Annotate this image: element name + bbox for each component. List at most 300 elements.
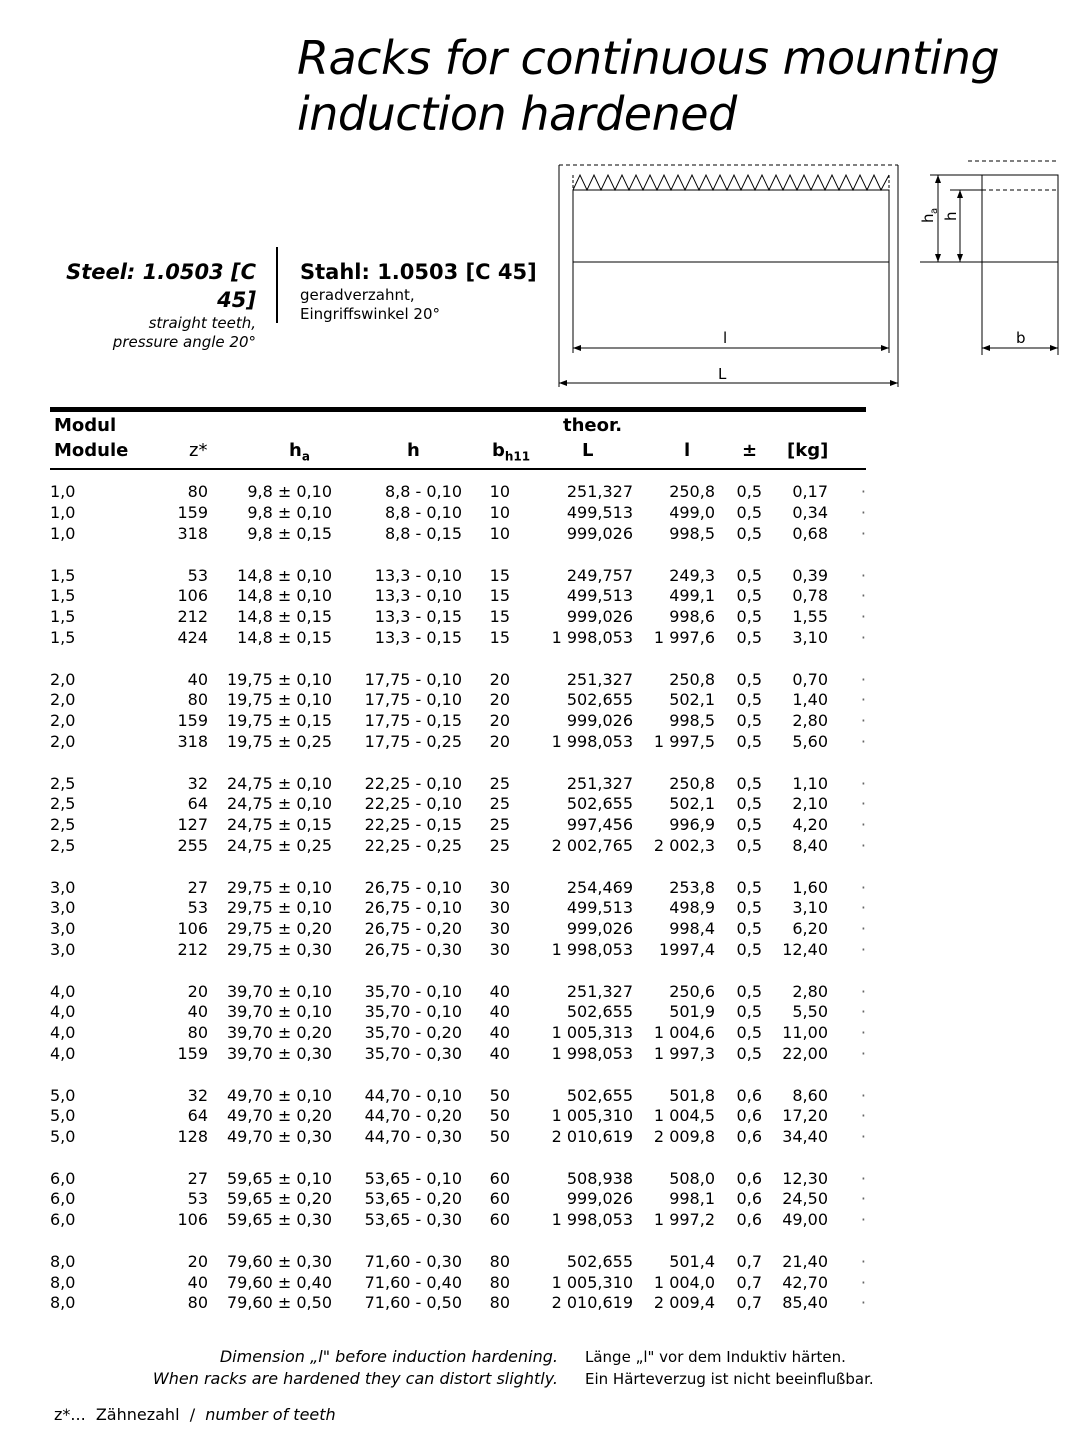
- cell-ha: 79,60 ± 0,50: [226, 1293, 332, 1313]
- row-marker: ·: [860, 794, 866, 814]
- material-block-de: [300, 258, 550, 324]
- arrowhead: [573, 345, 581, 351]
- row-marker: ·: [860, 1002, 866, 1022]
- note-german: [585, 1346, 915, 1390]
- cell-weight: 42,70: [782, 1272, 828, 1292]
- row-marker: ·: [860, 877, 866, 897]
- footnote-prefix: z*...: [54, 1405, 86, 1424]
- cell-b: 15: [489, 565, 510, 585]
- table-row: [50, 1251, 866, 1272]
- table-row: [50, 482, 866, 503]
- cell-b: 30: [489, 898, 510, 918]
- cell-tolerance: 0,5: [736, 981, 762, 1001]
- cell-L: 999,026: [566, 919, 633, 939]
- table-row: [50, 919, 866, 940]
- cell-b: 60: [489, 1168, 510, 1188]
- cell-b: 15: [489, 627, 510, 647]
- cell-l: 998,5: [669, 523, 715, 543]
- cell-tolerance: 0,5: [736, 815, 762, 835]
- cell-ha: 24,75 ± 0,10: [226, 773, 332, 793]
- cell-l: 253,8: [669, 877, 715, 897]
- cell-h: 44,70 - 0,20: [364, 1106, 462, 1126]
- cell-weight: 0,17: [792, 482, 828, 502]
- cell-L: 1 998,053: [551, 731, 633, 751]
- row-marker: ·: [860, 586, 866, 606]
- cell-ha: 59,65 ± 0,30: [226, 1210, 332, 1230]
- cell-h: 35,70 - 0,10: [364, 981, 462, 1001]
- cell-b: 15: [489, 607, 510, 627]
- group-spacer: [50, 752, 866, 773]
- cell-weight: 21,40: [782, 1251, 828, 1271]
- table-row: [50, 1272, 866, 1293]
- cell-b: 10: [489, 503, 510, 523]
- cell-L: 502,655: [566, 1251, 633, 1271]
- cell-b: 80: [489, 1272, 510, 1292]
- cell-l: 508,0: [669, 1168, 715, 1188]
- cell-module: 2,5: [50, 773, 76, 793]
- cell-L: 251,327: [566, 773, 633, 793]
- cell-b: 20: [489, 669, 510, 689]
- row-marker: ·: [860, 939, 866, 959]
- table-top-rule: [50, 407, 866, 412]
- cell-ha: 19,75 ± 0,10: [226, 690, 332, 710]
- cell-weight: 0,70: [792, 669, 828, 689]
- row-marker: ·: [860, 503, 866, 523]
- cell-module: 2,5: [50, 794, 76, 814]
- cell-tolerance: 0,5: [736, 565, 762, 585]
- cell-teeth: 20: [187, 981, 208, 1001]
- cell-ha: 19,75 ± 0,10: [226, 669, 332, 689]
- cell-tolerance: 0,5: [736, 773, 762, 793]
- cell-L: 502,655: [566, 690, 633, 710]
- header-ha-main: h: [289, 440, 302, 461]
- cell-teeth: 53: [187, 565, 208, 585]
- cell-ha: 49,70 ± 0,30: [226, 1127, 332, 1147]
- table-row: [50, 1106, 866, 1127]
- cell-b: 20: [489, 711, 510, 731]
- cell-teeth: 40: [187, 669, 208, 689]
- cell-tolerance: 0,6: [736, 1210, 762, 1230]
- cell-l: 998,1: [669, 1189, 715, 1209]
- cell-weight: 4,20: [792, 815, 828, 835]
- cell-teeth: 318: [177, 523, 208, 543]
- cell-L: 251,327: [566, 981, 633, 1001]
- cell-module: 1,5: [50, 607, 76, 627]
- cell-ha: 19,75 ± 0,25: [226, 731, 332, 751]
- note-de-line2: Ein Härteverzug ist nicht beeinflußbar.: [585, 1370, 874, 1388]
- cell-L: 2 002,765: [551, 835, 633, 855]
- cell-tolerance: 0,5: [736, 731, 762, 751]
- row-marker: ·: [860, 1272, 866, 1292]
- cell-module: 1,0: [50, 523, 76, 543]
- cell-ha: 19,75 ± 0,15: [226, 711, 332, 731]
- cell-ha: 59,65 ± 0,10: [226, 1168, 332, 1188]
- cell-weight: 1,10: [792, 773, 828, 793]
- cell-h: 71,60 - 0,30: [364, 1251, 462, 1271]
- cell-tolerance: 0,6: [736, 1106, 762, 1126]
- cell-l: 250,8: [669, 482, 715, 502]
- header-L: L: [582, 440, 594, 461]
- cell-l: 1 997,5: [653, 731, 715, 751]
- drawing-label-l: l: [723, 329, 728, 347]
- cell-weight: 85,40: [782, 1293, 828, 1313]
- footnote-de: Zähnezahl: [95, 1405, 180, 1424]
- cell-tolerance: 0,5: [736, 627, 762, 647]
- header-module: Module: [54, 440, 129, 461]
- cell-teeth: 106: [177, 1210, 208, 1230]
- cell-weight: 2,10: [792, 794, 828, 814]
- cell-b: 20: [489, 731, 510, 751]
- cell-b: 10: [489, 482, 510, 502]
- cell-l: 2 002,3: [653, 835, 715, 855]
- cell-teeth: 159: [177, 711, 208, 731]
- arrowhead: [881, 345, 889, 351]
- cell-l: 499,0: [669, 503, 715, 523]
- cell-teeth: 27: [187, 877, 208, 897]
- cell-l: 998,4: [669, 919, 715, 939]
- group-spacer: [50, 1148, 866, 1169]
- row-marker: ·: [860, 1189, 866, 1209]
- table-row: [50, 711, 866, 732]
- cell-tolerance: 0,7: [736, 1293, 762, 1313]
- cell-L: 502,655: [566, 1085, 633, 1105]
- table-row: [50, 524, 866, 545]
- table-row: [50, 607, 866, 628]
- table-row: [50, 940, 866, 961]
- row-marker: ·: [860, 1106, 866, 1126]
- cell-L: 502,655: [566, 1002, 633, 1022]
- row-marker: ·: [860, 1293, 866, 1313]
- table-row: [50, 1210, 866, 1231]
- cell-module: 5,0: [50, 1127, 76, 1147]
- cell-l: 501,4: [669, 1251, 715, 1271]
- cell-tolerance: 0,5: [736, 1043, 762, 1063]
- table-row: [50, 877, 866, 898]
- cell-ha: 39,70 ± 0,30: [226, 1043, 332, 1063]
- cell-module: 2,0: [50, 669, 76, 689]
- cell-L: 502,655: [566, 794, 633, 814]
- cell-L: 1 998,053: [551, 939, 633, 959]
- footnote-en: number of teeth: [205, 1405, 336, 1424]
- cell-L: 251,327: [566, 482, 633, 502]
- cell-l: 250,8: [669, 773, 715, 793]
- cell-tolerance: 0,5: [736, 523, 762, 543]
- cell-teeth: 20: [187, 1251, 208, 1271]
- cell-teeth: 80: [187, 1023, 208, 1043]
- drawing-label-ha: h: [919, 213, 937, 223]
- cell-L: 254,469: [566, 877, 633, 897]
- cell-weight: 0,68: [792, 523, 828, 543]
- cell-h: 71,60 - 0,50: [364, 1293, 462, 1313]
- cell-L: 499,513: [566, 503, 633, 523]
- cell-ha: 14,8 ± 0,10: [237, 565, 332, 585]
- cell-l: 501,8: [669, 1085, 715, 1105]
- cell-ha: 24,75 ± 0,10: [226, 794, 332, 814]
- cell-L: 249,757: [566, 565, 633, 585]
- cell-l: 1 997,3: [653, 1043, 715, 1063]
- cell-weight: 17,20: [782, 1106, 828, 1126]
- table-row: [50, 773, 866, 794]
- table-row: [50, 690, 866, 711]
- cell-weight: 0,34: [792, 503, 828, 523]
- row-marker: ·: [860, 1210, 866, 1230]
- cell-l: 1 997,2: [653, 1210, 715, 1230]
- cell-l: 2 009,4: [653, 1293, 715, 1313]
- group-spacer: [50, 1231, 866, 1252]
- cell-module: 2,0: [50, 711, 76, 731]
- rack-body: [573, 190, 889, 262]
- cell-tolerance: 0,5: [736, 607, 762, 627]
- group-spacer-cell: [50, 1064, 866, 1085]
- cell-teeth: 80: [187, 1293, 208, 1313]
- row-marker: ·: [860, 565, 866, 585]
- cell-h: 53,65 - 0,30: [364, 1210, 462, 1230]
- cell-h: 22,25 - 0,10: [364, 773, 462, 793]
- arrowhead: [935, 175, 941, 183]
- cell-tolerance: 0,5: [736, 939, 762, 959]
- cell-teeth: 32: [187, 1085, 208, 1105]
- cell-h: 8,8 - 0,10: [384, 503, 462, 523]
- cell-weight: 3,10: [792, 898, 828, 918]
- cell-h: 53,65 - 0,10: [364, 1168, 462, 1188]
- row-marker: ·: [860, 711, 866, 731]
- cell-l: 998,5: [669, 711, 715, 731]
- cell-h: 35,70 - 0,10: [364, 1002, 462, 1022]
- group-spacer: [50, 960, 866, 981]
- cell-tolerance: 0,5: [736, 482, 762, 502]
- arrowhead: [957, 254, 963, 262]
- cell-teeth: 212: [177, 607, 208, 627]
- cell-module: 6,0: [50, 1189, 76, 1209]
- drawing-label-L: L: [718, 365, 727, 383]
- cell-module: 2,5: [50, 815, 76, 835]
- table-row: [50, 1189, 866, 1210]
- cell-h: 13,3 - 0,15: [374, 607, 462, 627]
- material-line2-en: pressure angle 20°: [112, 333, 256, 351]
- cell-h: 8,8 - 0,15: [384, 523, 462, 543]
- row-marker: ·: [860, 773, 866, 793]
- header-ha: [289, 440, 310, 468]
- header-z: z*: [189, 440, 208, 461]
- cell-L: 999,026: [566, 523, 633, 543]
- cell-teeth: 64: [187, 1106, 208, 1126]
- header-theor: theor.: [563, 415, 623, 436]
- cell-tolerance: 0,5: [736, 1023, 762, 1043]
- row-marker: ·: [860, 607, 866, 627]
- cell-tolerance: 0,6: [736, 1085, 762, 1105]
- drawing-label-b: b: [1016, 329, 1026, 347]
- material-line2-de: Eingriffswinkel 20°: [300, 305, 441, 323]
- cell-b: 60: [489, 1189, 510, 1209]
- cell-weight: 11,00: [782, 1023, 828, 1043]
- cell-l: 250,6: [669, 981, 715, 1001]
- cell-teeth: 32: [187, 773, 208, 793]
- table-row: [50, 898, 866, 919]
- cell-teeth: 212: [177, 939, 208, 959]
- material-line1-de: geradverzahnt,: [300, 286, 415, 304]
- cell-L: 499,513: [566, 586, 633, 606]
- row-marker: ·: [860, 1085, 866, 1105]
- cell-tolerance: 0,5: [736, 835, 762, 855]
- cell-h: 13,3 - 0,10: [374, 586, 462, 606]
- cell-b: 20: [489, 690, 510, 710]
- cell-h: 17,75 - 0,10: [364, 669, 462, 689]
- cell-weight: 24,50: [782, 1189, 828, 1209]
- cell-h: 53,65 - 0,20: [364, 1189, 462, 1209]
- cell-b: 50: [489, 1106, 510, 1126]
- page-title: [297, 30, 999, 142]
- cell-weight: 2,80: [792, 981, 828, 1001]
- title-line-2: induction hardened: [297, 87, 737, 141]
- rack-data-body: [50, 482, 866, 1314]
- cell-ha: 24,75 ± 0,15: [226, 815, 332, 835]
- table-row: [50, 503, 866, 524]
- cell-ha: 49,70 ± 0,20: [226, 1106, 332, 1126]
- group-spacer-cell: [50, 1231, 866, 1252]
- cell-L: 1 998,053: [551, 1043, 633, 1063]
- header-b: [492, 440, 530, 468]
- cell-tolerance: 0,5: [736, 586, 762, 606]
- cell-L: 999,026: [566, 1189, 633, 1209]
- cell-ha: 39,70 ± 0,10: [226, 1002, 332, 1022]
- cell-tolerance: 0,5: [736, 919, 762, 939]
- group-spacer-cell: [50, 1148, 866, 1169]
- cell-ha: 14,8 ± 0,15: [237, 607, 332, 627]
- table-row: [50, 732, 866, 753]
- cell-teeth: 159: [177, 503, 208, 523]
- cell-module: 8,0: [50, 1293, 76, 1313]
- cell-l: 1 004,0: [653, 1272, 715, 1292]
- cell-h: 26,75 - 0,10: [364, 877, 462, 897]
- cell-b: 30: [489, 939, 510, 959]
- cell-h: 13,3 - 0,10: [374, 565, 462, 585]
- cell-tolerance: 0,5: [736, 898, 762, 918]
- cell-weight: 22,00: [782, 1043, 828, 1063]
- rack-side-view: [982, 175, 1058, 262]
- cell-L: 999,026: [566, 711, 633, 731]
- cell-weight: 12,40: [782, 939, 828, 959]
- cell-ha: 79,60 ± 0,30: [226, 1251, 332, 1271]
- table-row: [50, 628, 866, 649]
- cell-weight: 2,80: [792, 711, 828, 731]
- cell-L: 1 005,313: [551, 1023, 633, 1043]
- cell-ha: 59,65 ± 0,20: [226, 1189, 332, 1209]
- row-marker: ·: [860, 669, 866, 689]
- cell-h: 8,8 - 0,10: [384, 482, 462, 502]
- cell-h: 71,60 - 0,40: [364, 1272, 462, 1292]
- cell-module: 1,5: [50, 565, 76, 585]
- cell-teeth: 159: [177, 1043, 208, 1063]
- table-header-rule: [50, 468, 866, 470]
- cell-weight: 8,60: [792, 1085, 828, 1105]
- header-b-sub: h11: [504, 449, 531, 464]
- cell-module: 4,0: [50, 1043, 76, 1063]
- cell-tolerance: 0,5: [736, 690, 762, 710]
- cell-b: 80: [489, 1293, 510, 1313]
- cell-b: 25: [489, 815, 510, 835]
- header-b-main: b: [492, 440, 505, 461]
- cell-h: 13,3 - 0,15: [374, 627, 462, 647]
- cell-b: 40: [489, 1023, 510, 1043]
- material-line1-en: straight teeth,: [148, 314, 256, 332]
- cell-ha: 49,70 ± 0,10: [226, 1085, 332, 1105]
- cell-tolerance: 0,5: [736, 877, 762, 897]
- cell-tolerance: 0,7: [736, 1272, 762, 1292]
- title-line-1: Racks for continuous mounting: [297, 31, 1000, 85]
- cell-l: 2 009,8: [653, 1127, 715, 1147]
- cell-b: 30: [489, 877, 510, 897]
- note-en-line1: Dimension „l" before induction hardening.: [219, 1347, 558, 1366]
- table-row: [50, 1127, 866, 1148]
- cell-weight: 1,40: [792, 690, 828, 710]
- cell-h: 26,75 - 0,20: [364, 919, 462, 939]
- cell-teeth: 318: [177, 731, 208, 751]
- cell-l: 1997,4: [659, 939, 715, 959]
- cell-ha: 24,75 ± 0,25: [226, 835, 332, 855]
- cell-module: 2,0: [50, 731, 76, 751]
- cell-h: 17,75 - 0,10: [364, 690, 462, 710]
- rack-technical-drawing: [540, 155, 1080, 395]
- cell-teeth: 80: [187, 690, 208, 710]
- cell-h: 17,75 - 0,15: [364, 711, 462, 731]
- table-row: [50, 669, 866, 690]
- cell-L: 251,327: [566, 669, 633, 689]
- cell-teeth: 40: [187, 1002, 208, 1022]
- cell-h: 17,75 - 0,25: [364, 731, 462, 751]
- rack-data-table: [50, 482, 866, 1314]
- footnote: [54, 1404, 336, 1426]
- cell-ha: 14,8 ± 0,10: [237, 586, 332, 606]
- cell-l: 996,9: [669, 815, 715, 835]
- row-marker: ·: [860, 1251, 866, 1271]
- cell-L: 997,456: [566, 815, 633, 835]
- cell-tolerance: 0,5: [736, 1002, 762, 1022]
- cell-module: 1,0: [50, 503, 76, 523]
- cell-l: 249,3: [669, 565, 715, 585]
- cell-teeth: 424: [177, 627, 208, 647]
- cell-module: 6,0: [50, 1210, 76, 1230]
- arrowhead: [559, 380, 567, 386]
- cell-b: 60: [489, 1210, 510, 1230]
- cell-ha: 39,70 ± 0,20: [226, 1023, 332, 1043]
- table-row: [50, 794, 866, 815]
- cell-b: 40: [489, 981, 510, 1001]
- cell-h: 44,70 - 0,10: [364, 1085, 462, 1105]
- cell-ha: 39,70 ± 0,10: [226, 981, 332, 1001]
- arrowhead: [890, 380, 898, 386]
- table-row: [50, 1085, 866, 1106]
- cell-b: 80: [489, 1251, 510, 1271]
- cell-module: 2,0: [50, 690, 76, 710]
- cell-L: 1 005,310: [551, 1106, 633, 1126]
- cell-l: 250,8: [669, 669, 715, 689]
- cell-tolerance: 0,6: [736, 1189, 762, 1209]
- cell-h: 26,75 - 0,10: [364, 898, 462, 918]
- row-marker: ·: [860, 690, 866, 710]
- cell-h: 22,25 - 0,15: [364, 815, 462, 835]
- cell-ha: 29,75 ± 0,30: [226, 939, 332, 959]
- material-title-en: Steel: 1.0503 [C 45]: [66, 260, 256, 312]
- row-marker: ·: [860, 731, 866, 751]
- header-l: l: [684, 440, 691, 461]
- cell-l: 499,1: [669, 586, 715, 606]
- cell-b: 25: [489, 773, 510, 793]
- row-marker: ·: [860, 815, 866, 835]
- table-row: [50, 1002, 866, 1023]
- cell-teeth: 127: [177, 815, 208, 835]
- row-marker: ·: [860, 981, 866, 1001]
- table-row: [50, 565, 866, 586]
